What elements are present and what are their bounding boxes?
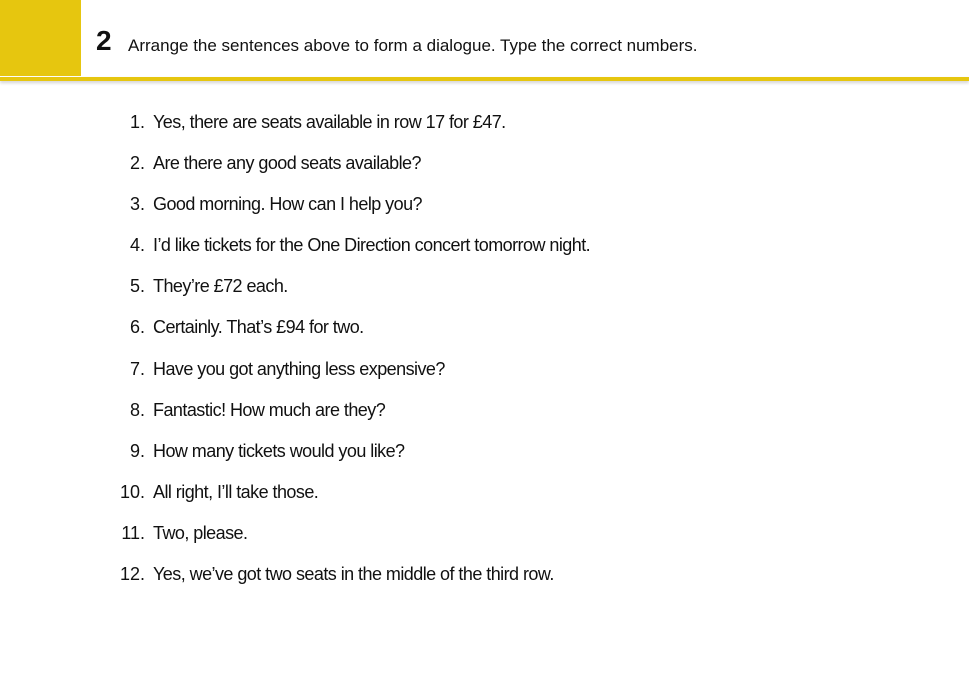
- list-item: [112, 399, 590, 440]
- list-item: [112, 152, 590, 193]
- item-number: 4.: [129, 235, 145, 256]
- list-item: [112, 358, 590, 399]
- item-number: 1.: [129, 112, 145, 132]
- list-item: [112, 522, 590, 563]
- item-number: 6.: [129, 317, 145, 338]
- item-number: 2.: [129, 153, 145, 174]
- item-text: Yes, there are seats available in row 17 for £47.: [153, 112, 506, 132]
- item-number: 12.: [119, 564, 145, 585]
- list-item: [112, 316, 590, 357]
- list-item: [112, 111, 590, 152]
- list-item: [112, 440, 590, 481]
- list-item: [112, 481, 590, 522]
- item-text: I’d like tickets for the One Direction concert tomorrow night.: [153, 235, 591, 256]
- item-number: 3.: [129, 194, 145, 215]
- item-text: How many tickets would you like?: [153, 440, 405, 461]
- list-item: [112, 193, 590, 234]
- item-text: Good morning. How can I help you?: [153, 194, 423, 215]
- item-text: Two, please.: [153, 522, 248, 543]
- item-text: Have you got anything less expensive?: [153, 358, 445, 379]
- header-accent-block: [0, 0, 81, 76]
- item-text: Yes, we’ve got two seats in the middle of the third row.: [153, 564, 554, 585]
- exercise-number: 2: [96, 25, 112, 56]
- item-text: Certainly. That’s £94 for two.: [153, 317, 364, 338]
- item-number: 8.: [129, 399, 145, 420]
- item-number: 7.: [129, 358, 145, 379]
- item-number: 9.: [129, 440, 145, 461]
- item-text: All right, I’ll take those.: [153, 481, 319, 502]
- sentence-list: [112, 111, 590, 604]
- item-text: They’re £72 each.: [153, 276, 288, 297]
- item-number: 10.: [119, 481, 145, 502]
- item-number: 5.: [129, 276, 145, 297]
- list-item: [112, 275, 590, 316]
- item-text: Fantastic! How much are they?: [153, 399, 386, 420]
- header-divider: [0, 77, 969, 81]
- list-item: [112, 234, 590, 275]
- list-item: [112, 563, 590, 604]
- item-text: Are there any good seats available?: [153, 153, 421, 174]
- item-number: 11.: [121, 522, 145, 543]
- exercise-instruction: Arrange the sentences above to form a dialogue. Type the correct numbers.: [128, 36, 698, 55]
